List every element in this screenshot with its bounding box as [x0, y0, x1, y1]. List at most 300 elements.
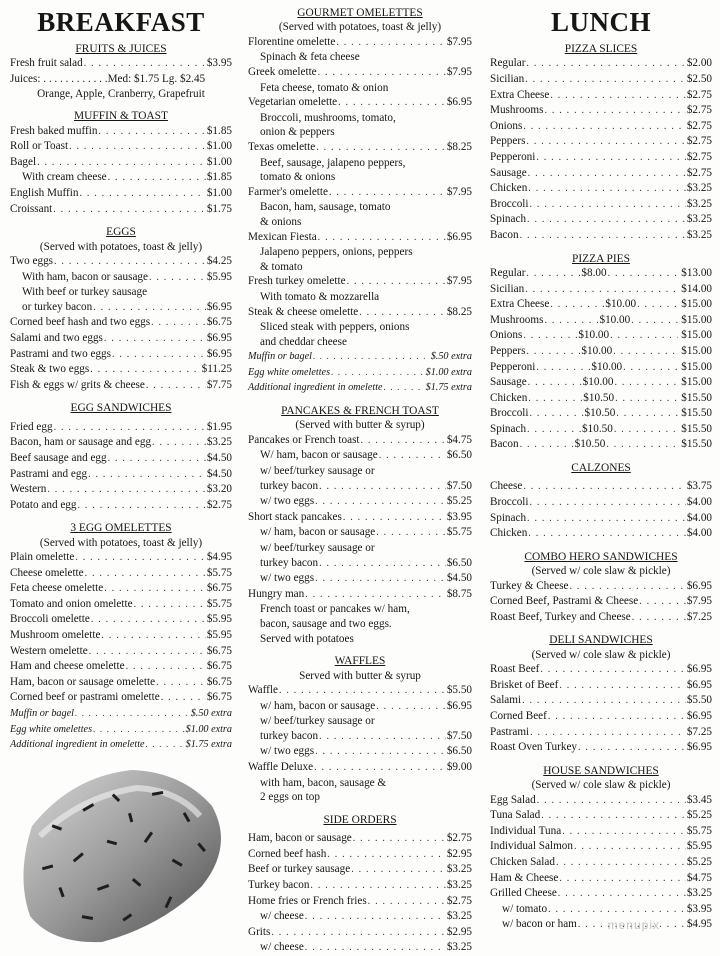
menu-item [490, 150, 712, 166]
dot-leader [98, 125, 205, 140]
menu-item [10, 56, 232, 72]
waffles-sub: Served with butter & syrup [299, 669, 421, 682]
dot-leader [530, 726, 686, 741]
menu-item [248, 140, 472, 156]
eggs-list [10, 254, 232, 393]
item-name: Pancakes or French toast [248, 433, 360, 446]
item-price-small: $10.00 [582, 376, 614, 389]
item-name: Regular [490, 57, 526, 70]
item-name: Turkey & Cheese [490, 579, 569, 592]
item-name: w/ two eggs [260, 495, 315, 508]
omelettes3-list [10, 550, 232, 706]
menu-item [490, 88, 712, 104]
item-price: $4.00 [686, 496, 712, 509]
item-price: $7.95 [446, 275, 472, 288]
item-name: Ham, bacon or sausage omelette [10, 675, 156, 688]
item-name: Broccoli [490, 197, 529, 210]
menu-item [490, 526, 712, 542]
house-list [490, 793, 712, 933]
item-name: Fresh fruit salad [10, 57, 83, 70]
menu-item [490, 391, 712, 407]
item-price: $3.25 [686, 228, 712, 241]
item-name: Texas omelette [248, 140, 316, 153]
item-price: $5.50 [446, 684, 472, 696]
item-name: Chicken [490, 527, 528, 540]
middle-column [248, 6, 472, 956]
item-price: $9.00 [446, 760, 472, 773]
dot-leader [343, 511, 446, 526]
menu-item [490, 228, 712, 244]
menu-item [490, 282, 712, 298]
menu-item [490, 328, 712, 344]
dot-leader [614, 376, 678, 391]
menu-item [490, 375, 712, 391]
item-price: $5.95 [686, 840, 712, 853]
omelettes3-extras [10, 706, 232, 753]
menu-item [490, 103, 712, 119]
combo-sub: (Served w/ cole slaw & pickle) [531, 565, 671, 578]
item-price: $4.00 [686, 511, 712, 524]
eggs-heading: EGGS [106, 226, 136, 239]
pancakes-sub: (Served with butter & syrup) [295, 419, 425, 432]
menu-item [248, 433, 472, 449]
item-price: $6.50 [446, 449, 472, 462]
item-name: Home fries or French fries [248, 894, 367, 907]
item-price: $5.75 [206, 566, 232, 579]
item-name: or turkey bacon [22, 300, 93, 313]
menu-item [10, 550, 232, 566]
item-name: Farmer's omelette [248, 185, 328, 198]
dot-leader [313, 349, 430, 364]
item-name: Ham, bacon or sausage [248, 832, 352, 845]
menu-item [490, 197, 712, 213]
menu-item [490, 839, 712, 855]
item-name: Bagel [10, 155, 37, 168]
item-name: turkey bacon [260, 556, 319, 569]
dot-leader [562, 825, 686, 840]
item-name: Waffle Deluxe [248, 760, 314, 773]
menu-item [248, 365, 472, 381]
item-name: English Muffin [10, 186, 79, 199]
dot-leader [146, 379, 206, 394]
item-price: $6.95 [686, 579, 712, 592]
item-price: $5.95 [206, 270, 232, 283]
pancakes-list [248, 433, 472, 603]
item-price: $6.95 [686, 663, 712, 676]
menu-item [490, 56, 712, 72]
dot-leader [540, 663, 685, 678]
dot-leader [639, 595, 686, 610]
dot-leader [520, 229, 686, 244]
dot-leader [327, 848, 446, 863]
item-name: Salami and two eggs [10, 331, 103, 344]
menu-item [490, 479, 712, 495]
menu-item [10, 597, 232, 613]
item-name: w/ bacon or ham [502, 918, 577, 931]
item-price: $1.75 extra [425, 382, 472, 394]
dot-leader [530, 198, 686, 213]
combo-list [490, 579, 712, 626]
item-description: Feta cheese, tomato & onion [260, 81, 389, 94]
dot-leader [556, 856, 686, 871]
item-price-small: $10.50 [583, 391, 615, 404]
item-name: Sicilian [490, 73, 525, 85]
dot-leader [527, 512, 686, 527]
item-name: W/ ham, bacon or sausage [260, 449, 378, 462]
menu-item [10, 690, 232, 706]
menu-item [490, 134, 712, 150]
description-line: French toast or pancakes w/ ham, [260, 603, 410, 616]
menu-item [10, 186, 232, 202]
menu-item [248, 479, 472, 495]
item-name: Short stack pancakes [248, 510, 342, 523]
item-price: $3.25 [686, 887, 712, 900]
menu-item [248, 862, 472, 878]
dot-leader [315, 745, 446, 760]
menu-item [248, 760, 472, 776]
menu-item [490, 422, 712, 438]
item-name: Spinach [490, 511, 527, 524]
dot-leader [541, 809, 686, 824]
item-price: $5.25 [686, 809, 712, 822]
dot-leader [528, 527, 686, 542]
menu-item [10, 170, 232, 186]
menu-item [248, 35, 472, 51]
item-name: Muffin or bagel [248, 351, 312, 363]
item-price-large: $15.00 [681, 329, 712, 342]
waffle-deluxe-desc [248, 776, 472, 805]
dot-leader [104, 332, 206, 347]
item-name: turkey bacon [260, 729, 319, 742]
dot-leader [525, 283, 678, 298]
item-name: Vegetarian omelette [248, 96, 338, 109]
item-name: Egg white omelettes [10, 723, 93, 735]
menu-item [490, 886, 712, 902]
item-price: $3.25 [206, 436, 232, 449]
dot-leader [331, 365, 425, 380]
dot-leader [384, 380, 425, 395]
item-name: With ham, bacon or sausage [22, 270, 148, 283]
item-price: $1.00 [206, 140, 232, 153]
item-description: & tomato [260, 260, 303, 273]
house-sub: (Served w/ cole slaw & pickle) [531, 779, 671, 792]
item-name: Roll or Toast [10, 140, 69, 153]
menu-item [10, 331, 232, 347]
menu-item [490, 579, 712, 595]
watermark: menupix [607, 918, 660, 932]
waffles-heading: WAFFLES [334, 655, 386, 668]
item-name: Chicken [490, 182, 528, 195]
item-name: Spinach [490, 213, 527, 226]
item-name: Broccoli [490, 496, 529, 509]
dot-leader [315, 495, 446, 510]
menu-item [10, 722, 232, 738]
pizza-slices-list [490, 56, 712, 243]
item-name: Florentine omelette [248, 35, 336, 48]
dot-leader [93, 722, 185, 737]
menu-item [490, 610, 712, 626]
dot-leader [271, 926, 445, 941]
dot-leader [37, 156, 206, 171]
item-price: $6.95 [686, 741, 712, 754]
item-name: Individual Salmon [490, 840, 573, 853]
deli-list [490, 662, 712, 756]
menu-item [248, 940, 472, 956]
omelette-photo [12, 766, 240, 946]
menu-item [248, 185, 472, 201]
dot-leader [522, 694, 686, 709]
menu-item [490, 166, 712, 182]
item-price-large: $15.50 [681, 407, 712, 420]
menu-item [10, 581, 232, 597]
item-price: $3.45 [686, 793, 712, 806]
item-description: Sliced steak with peppers, onions [260, 321, 410, 334]
dot-leader [526, 135, 685, 150]
item-price: $6.95 [446, 96, 472, 109]
item-name: Western omelette [10, 644, 88, 657]
item-name: Salami [490, 694, 522, 707]
dot-leader [93, 301, 206, 316]
item-price: $2.75 [686, 119, 712, 132]
item-name: Onions [490, 329, 523, 342]
item-name: Chicken Salad [490, 856, 555, 868]
omelettes3-sub: (Served with potatoes, toast & jelly) [39, 536, 203, 549]
dot-leader [69, 140, 206, 155]
item-name: With cream cheese [22, 171, 107, 184]
item-name: Croissant [10, 202, 53, 215]
item-name: w/ two eggs [260, 572, 315, 585]
item-price: $5.75 [686, 824, 712, 837]
dot-leader [537, 794, 686, 809]
item-name: w/ ham, bacon or sausage [260, 699, 376, 712]
item-name: Ham & Cheese [490, 871, 559, 884]
item-price: $4.00 [686, 527, 712, 540]
gourmet-heading: GOURMET OMELETTES [297, 7, 423, 19]
menu-item [248, 556, 472, 572]
dot-leader [526, 345, 580, 360]
item-name: Two eggs [10, 254, 54, 267]
menu-item [490, 740, 712, 756]
dot-leader [526, 267, 580, 282]
dot-leader [319, 730, 446, 745]
breakfast-title: BREAKFAST [37, 7, 205, 37]
item-price: $2.75 [206, 498, 232, 511]
dot-leader [351, 863, 446, 878]
dot-leader [559, 872, 685, 887]
item-price: $3.95 [206, 57, 232, 70]
dot-leader [376, 700, 446, 715]
item-price: $5.95 [206, 629, 232, 642]
item-price-small: $10.50 [584, 407, 616, 420]
menu-item [490, 594, 712, 610]
dot-leader [146, 737, 185, 752]
item-price: $3.20 [206, 483, 232, 496]
item-price-large: $15.00 [681, 313, 712, 326]
item-price-small: $10.00 [605, 298, 637, 311]
menu-item [10, 737, 232, 753]
item-price: $5.50 [686, 694, 712, 707]
menu-item [248, 230, 472, 246]
dot-leader [631, 314, 678, 329]
dot-leader [152, 436, 206, 451]
dot-leader [523, 480, 686, 495]
menu-item [490, 855, 712, 871]
menu-item [248, 714, 472, 729]
item-price: $4.50 [206, 467, 232, 480]
item-name: Hungry man [248, 587, 305, 600]
dot-leader [578, 741, 686, 756]
item-price: $3.75 [686, 480, 712, 493]
item-price: $6.95 [686, 678, 712, 691]
item-name: w/ beef/turkey sausage or [260, 465, 375, 478]
item-price: $4.75 [446, 433, 472, 446]
menu-item [10, 139, 232, 155]
dot-leader [329, 186, 446, 201]
dot-leader [359, 306, 446, 321]
item-price: $7.95 [686, 595, 712, 608]
hungry-man-desc [248, 602, 472, 646]
menu-item [490, 824, 712, 840]
item-name: Tuna Salad [490, 809, 541, 822]
item-name: Corned beef hash and two eggs [10, 316, 151, 329]
dot-leader [53, 203, 206, 218]
item-name: Pastrami and two eggs [10, 347, 111, 360]
dot-leader [149, 271, 206, 286]
menu-item [248, 305, 472, 321]
item-name: Steak & cheese omelette [248, 305, 359, 318]
item-price: $3.95 [686, 902, 712, 915]
dot-leader [559, 679, 685, 694]
fruits-list [10, 56, 232, 72]
dot-leader [615, 392, 678, 407]
item-name: Mushroom omelette [10, 629, 101, 642]
dot-leader [88, 468, 206, 483]
item-name: Beef or turkey sausage [248, 863, 351, 876]
dot-leader [614, 423, 678, 438]
dot-leader [525, 73, 686, 88]
item-price: $.50 extra [190, 708, 232, 720]
dot-leader [606, 438, 678, 453]
item-price-small: $10.50 [582, 422, 613, 435]
menu-item [490, 72, 712, 88]
item-price: $5.75 [206, 597, 232, 610]
dot-leader [361, 434, 446, 449]
item-name: Tomato and onion omelette [10, 597, 133, 610]
item-price: $6.50 [446, 556, 472, 569]
item-name: w/ two eggs [260, 745, 315, 758]
deli-heading: DELI SANDWICHES [549, 634, 653, 647]
menu-item [10, 498, 232, 514]
item-price: $1.85 [206, 171, 232, 184]
dot-leader [279, 684, 446, 699]
dot-leader [528, 182, 686, 197]
dot-leader [570, 580, 686, 595]
pizza-slices-heading: PIZZA SLICES [564, 43, 638, 55]
menu-item [248, 744, 472, 760]
dot-leader [54, 255, 206, 270]
item-name: Mushrooms [490, 313, 544, 326]
gourmet-list [248, 35, 472, 349]
dot-leader [314, 761, 446, 776]
dot-leader [608, 267, 679, 282]
menu-item [248, 349, 472, 365]
dot-leader [527, 423, 581, 438]
item-price: $3.95 [446, 510, 472, 523]
menu-item [248, 541, 472, 556]
egg-sandwiches-list [10, 420, 232, 514]
description-line: with ham, bacon, sausage & [260, 776, 387, 789]
sides-list [248, 831, 472, 956]
dot-leader [310, 879, 445, 894]
menu-item [10, 435, 232, 451]
item-price: $7.95 [446, 185, 472, 198]
item-price: $6.75 [206, 582, 232, 595]
item-name: w/ ham, bacon or sausage [260, 526, 376, 539]
item-price: $4.95 [206, 551, 232, 564]
item-description: Jalapeno peppers, onions, peppers [260, 246, 413, 259]
item-price: $8.75 [446, 587, 472, 600]
item-name: Brisket of Beef [490, 678, 559, 691]
item-price-large: $15.50 [681, 422, 712, 435]
item-price-large: $15.00 [681, 298, 712, 311]
item-price: $6.75 [206, 675, 232, 688]
dot-leader [315, 572, 446, 587]
menu-item [10, 254, 232, 270]
dot-leader [528, 376, 582, 391]
menu-item [10, 628, 232, 644]
dot-leader [101, 629, 205, 644]
dot-leader [151, 316, 206, 331]
item-name: Broccoli omelette [10, 613, 90, 626]
menu-item [248, 878, 472, 894]
menu-item [248, 95, 472, 111]
dot-leader [528, 167, 686, 182]
menu-item [490, 917, 712, 933]
item-price: $7.25 [686, 610, 712, 623]
item-name: Mexican Fiesta [248, 230, 317, 243]
item-price: $6.75 [206, 660, 232, 673]
dot-leader [527, 213, 686, 228]
item-name: turkey bacon [260, 479, 319, 492]
dot-leader [91, 613, 206, 628]
item-price: $3.25 [446, 878, 472, 891]
combo-heading: COMBO HERO SANDWICHES [524, 550, 678, 563]
menu-item [10, 675, 232, 691]
item-price: $4.75 [686, 871, 712, 884]
menu-item [10, 124, 232, 140]
description-line: bacon, sausage and two eggs. [260, 618, 392, 630]
item-price: $2.75 [686, 150, 712, 163]
menu-item [248, 699, 472, 715]
dot-leader [90, 363, 200, 378]
dot-leader [85, 567, 206, 582]
item-name: Peppers [490, 344, 526, 357]
dot-leader [544, 104, 685, 119]
item-description: Broccoli, mushrooms, tomato, [260, 111, 396, 124]
dot-leader [574, 840, 686, 855]
item-name: Regular [490, 266, 526, 279]
menu-item [10, 566, 232, 582]
dot-leader [558, 887, 686, 902]
item-name: Roast Beef, Turkey and Cheese [490, 610, 631, 623]
menu-item [490, 119, 712, 135]
dot-leader [305, 910, 446, 925]
menu-item [10, 347, 232, 363]
item-price: $5.25 [686, 856, 712, 868]
menu-item [490, 266, 712, 282]
menu-item [248, 494, 472, 510]
item-description: Spinach & feta cheese [260, 51, 360, 64]
